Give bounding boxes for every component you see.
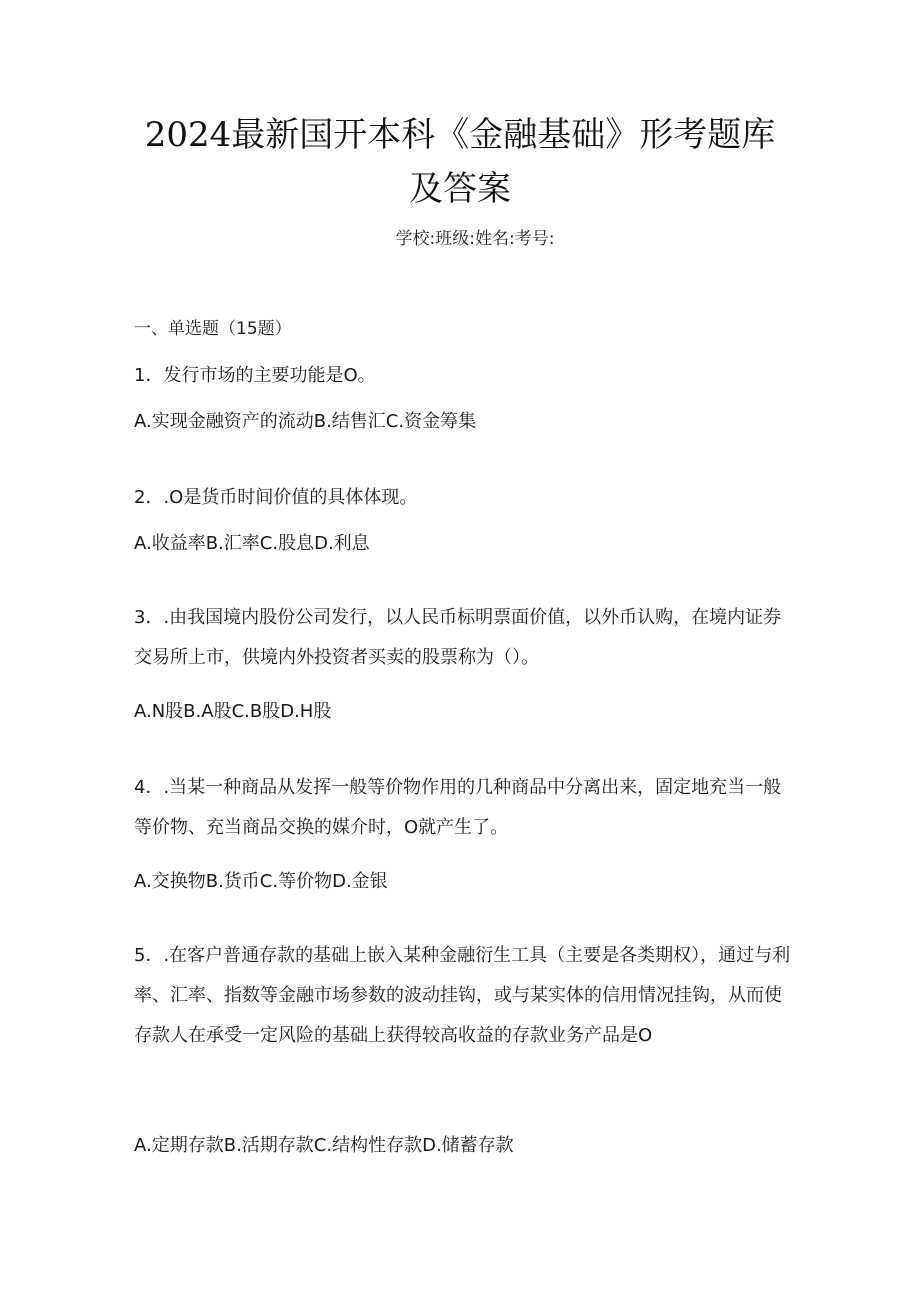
question-text: 发行市场的主要功能是O。 bbox=[163, 365, 376, 386]
name-label: 姓名: bbox=[475, 229, 515, 249]
question-3-options: A.N股B.A股C.B股D.H股 bbox=[134, 701, 332, 722]
question-2-options: A.收益率B.汇率C.股息D.利息 bbox=[134, 533, 370, 554]
student-info-line bbox=[0, 224, 920, 249]
question-text: .当某一种商品从发挥一般等价物作用的几种商品中分离出来，固定地充当一般等价物、充当商品交换的媒介时，O就产生了。 bbox=[134, 777, 782, 838]
question-number: 5． bbox=[134, 945, 164, 966]
question-text: .在客户普通存款的基础上嵌入某种金融衍生工具（主要是各类期权），通过与利率、汇率、指数等金融市场参数的波动挂钩，或与某实体的信用情况挂钩，从而使存款人在承受一定风险的基础上获得较高收益的存款业务产品是O bbox=[134, 945, 791, 1046]
question-number: 2． bbox=[134, 487, 164, 508]
question-2 bbox=[134, 478, 794, 518]
question-number: 1． bbox=[134, 365, 164, 386]
document-title: 2024最新国开本科《金融基础》形考题库及答案 bbox=[144, 115, 776, 209]
question-5-options: A.定期存款B.活期存款C.结构性存款D.储蓄存款 bbox=[134, 1135, 514, 1156]
exam-number-label: 考号: bbox=[514, 229, 555, 249]
question-text: .O是货币时间价值的具体体现。 bbox=[163, 487, 418, 508]
question-number: 3． bbox=[134, 607, 164, 628]
question-4-options: A.交换物B.货币C.等价物D.金银 bbox=[134, 871, 388, 892]
question-3 bbox=[134, 598, 794, 678]
question-text: .由我国境内股份公司发行，以人民币标明票面价值，以外币认购，在境内证券交易所上市，供境内外投资者买卖的股票称为（）。 bbox=[134, 607, 782, 668]
question-5 bbox=[134, 936, 794, 1056]
question-1-options: A.实现金融资产的流动B.结售汇C.资金筹集 bbox=[134, 411, 477, 432]
question-number: 4． bbox=[134, 777, 164, 798]
question-1 bbox=[134, 356, 794, 396]
section-heading: 一、单选题（15题） bbox=[134, 319, 292, 339]
class-label: 班级: bbox=[435, 229, 475, 249]
school-label: 学校: bbox=[395, 229, 436, 249]
question-4 bbox=[134, 768, 794, 848]
